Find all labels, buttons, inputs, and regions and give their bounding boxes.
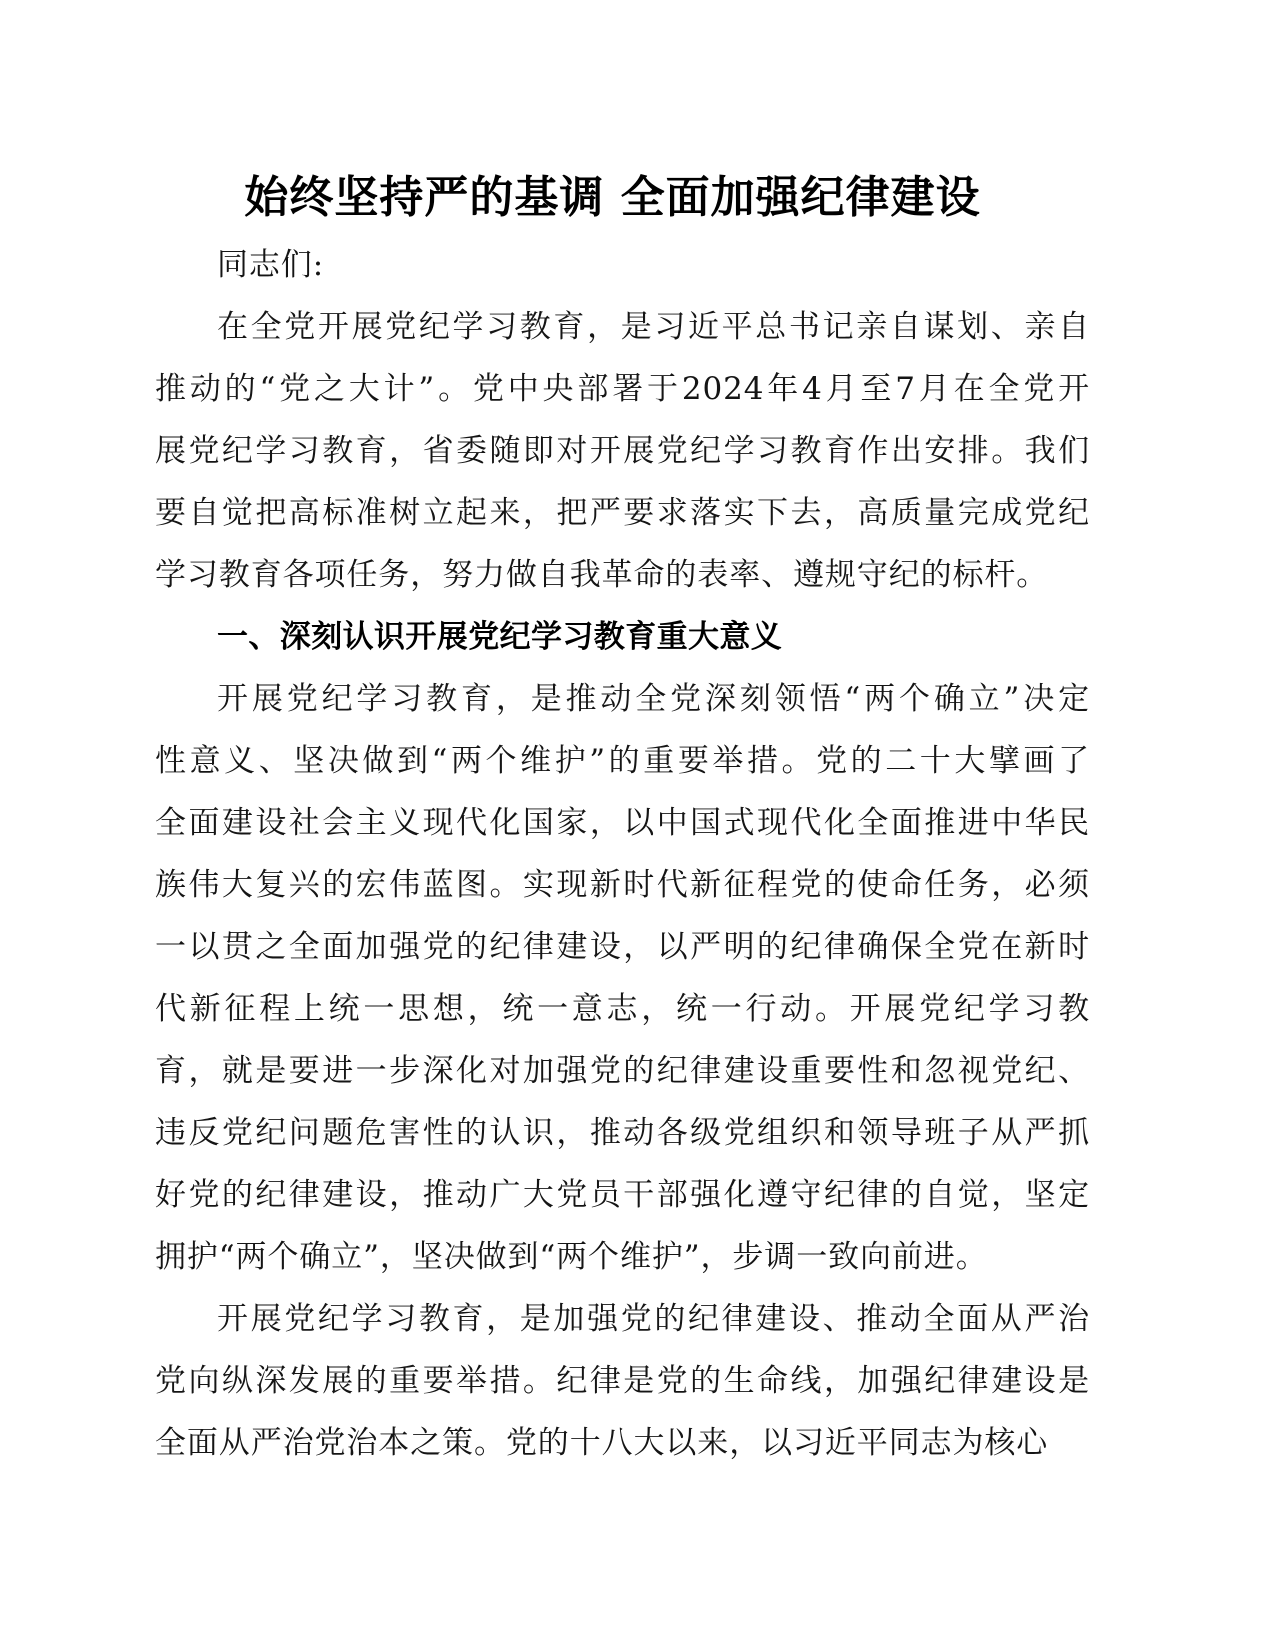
- paragraph-line: 全面建设社会主义现代化国家，以中国式现代化全面推进中华民: [155, 805, 1090, 841]
- paragraph-line: 性意义、坚决做到“两个维护”的重要举措。党的二十大擘画了: [155, 743, 1090, 779]
- salutation: 同志们:: [217, 247, 325, 283]
- paragraph-line: 族伟大复兴的宏伟蓝图。实现新时代新征程党的使命任务，必须: [155, 867, 1090, 903]
- paragraph-line: 要自觉把高标准树立起来，把严要求落实下去，高质量完成党纪: [155, 495, 1090, 531]
- section-heading: 一、深刻认识开展党纪学习教育重大意义: [217, 619, 783, 655]
- paragraph-line: 一以贯之全面加强党的纪律建设，以严明的纪律确保全党在新时: [155, 929, 1090, 965]
- paragraph-line: 拥护“两个确立”，坚决做到“两个维护”，步调一致向前进。: [155, 1239, 988, 1275]
- paragraph-line: 党向纵深发展的重要举措。纪律是党的生命线，加强纪律建设是: [155, 1363, 1090, 1399]
- document-title: 始终坚持严的基调 全面加强纪律建设: [244, 172, 981, 223]
- paragraph-line: 育，就是要进一步深化对加强党的纪律建设重要性和忽视党纪、: [155, 1053, 1090, 1089]
- paragraph-line: 开展党纪学习教育，是推动全党深刻领悟“两个确立”决定: [217, 681, 1090, 717]
- paragraph-line: 展党纪学习教育，省委随即对开展党纪学习教育作出安排。我们: [155, 433, 1090, 469]
- paragraph-line: 好党的纪律建设，推动广大党员干部强化遵守纪律的自觉，坚定: [155, 1177, 1090, 1213]
- paragraph-line: 代新征程上统一思想，统一意志，统一行动。开展党纪学习教: [155, 991, 1090, 1027]
- document-body: [155, 234, 1090, 1474]
- paragraph-line: 违反党纪问题危害性的认识，推动各级党组织和领导班子从严抓: [155, 1115, 1090, 1151]
- paragraph-line: 学习教育各项任务，努力做自我革命的表率、遵规守纪的标杆。: [155, 557, 1049, 593]
- paragraph-line: 推动的“党之大计”。党中央部署于2024年4月至7月在全党开: [155, 371, 1090, 407]
- paragraph-line: 开展党纪学习教育，是加强党的纪律建设、推动全面从严治: [217, 1301, 1090, 1337]
- paragraph-line: 在全党开展党纪学习教育，是习近平总书记亲自谋划、亲自: [217, 309, 1090, 345]
- paragraph-line: 全面从严治党治本之策。党的十八大以来，以习近平同志为核心: [155, 1425, 1049, 1461]
